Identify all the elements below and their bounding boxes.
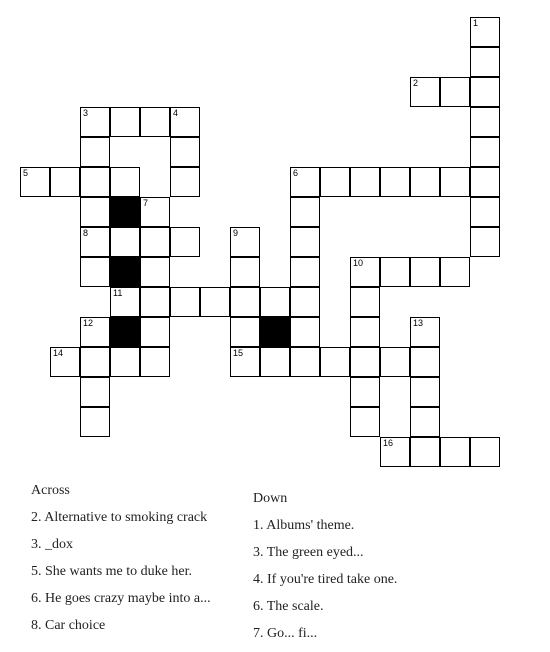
letter-cell[interactable] [350,257,380,287]
clue-number: 4 [173,108,179,118]
clue-number: 9 [233,228,239,238]
across-clues [31,482,211,644]
letter-cell[interactable] [440,437,470,467]
letter-cell[interactable] [80,227,110,257]
letter-cell[interactable] [470,227,500,257]
letter-cell[interactable] [470,167,500,197]
letter-cell[interactable] [140,287,170,317]
letter-cell[interactable] [230,317,260,347]
letter-cell[interactable] [410,77,440,107]
down-clue[interactable]: 7. Go... fi... [253,626,318,641]
clue-number: 14 [53,348,64,358]
letter-cell[interactable] [80,407,110,437]
letter-cell[interactable] [410,377,440,407]
down-heading: Down [253,491,288,506]
letter-cell[interactable] [440,167,470,197]
letter-cell[interactable] [470,107,500,137]
letter-cell[interactable] [110,227,140,257]
letter-cell[interactable] [170,287,200,317]
letter-cell[interactable] [50,167,80,197]
letter-cell[interactable] [80,317,110,347]
letter-cell[interactable] [140,197,170,227]
letter-cell[interactable] [350,407,380,437]
down-clue[interactable]: 4. If you're tired take one. [253,572,398,587]
letter-cell[interactable] [380,167,410,197]
letter-cell[interactable] [290,227,320,257]
down-clue[interactable]: 3. The green eyed... [253,545,364,560]
black-square [110,257,140,287]
down-clues [253,490,397,652]
clue-number: 15 [233,348,244,358]
letter-cell[interactable] [80,107,110,137]
letter-cell[interactable] [140,107,170,137]
letter-cell[interactable] [110,287,140,317]
letter-cell[interactable] [290,317,320,347]
letter-cell[interactable] [440,257,470,287]
clue-number: 10 [353,258,364,268]
black-square [110,317,140,347]
clue-number: 2 [413,78,419,88]
clue-number: 13 [413,318,424,328]
letter-cell[interactable] [80,197,110,227]
clue-number: 7 [143,198,149,208]
letter-cell[interactable] [230,227,260,257]
letter-cell[interactable] [80,377,110,407]
letter-cell[interactable] [260,347,290,377]
letter-cell[interactable] [80,257,110,287]
letter-cell[interactable] [410,437,440,467]
letter-cell[interactable] [140,227,170,257]
across-heading: Across [31,483,70,498]
letter-cell[interactable] [20,167,50,197]
letter-cell[interactable] [470,437,500,467]
letter-cell[interactable] [140,317,170,347]
letter-cell[interactable] [80,347,110,377]
across-clue[interactable]: 5. She wants me to duke her. [31,564,192,579]
letter-cell[interactable] [350,347,380,377]
letter-cell[interactable] [170,107,200,137]
clue-number: 16 [383,438,394,448]
clue-number: 3 [83,108,89,118]
letter-cell[interactable] [320,167,350,197]
letter-cell[interactable] [290,347,320,377]
across-clue[interactable]: 6. He goes crazy maybe into a... [31,591,211,606]
letter-cell[interactable] [470,77,500,107]
letter-cell[interactable] [110,167,140,197]
across-clue[interactable]: 3. _dox [31,537,73,552]
letter-cell[interactable] [110,107,140,137]
letter-cell[interactable] [380,437,410,467]
letter-cell[interactable] [470,137,500,167]
letter-cell[interactable] [470,197,500,227]
letter-cell[interactable] [170,137,200,167]
black-square [260,317,290,347]
letter-cell[interactable] [110,347,140,377]
letter-cell[interactable] [230,347,260,377]
letter-cell[interactable] [350,287,380,317]
letter-cell[interactable] [80,137,110,167]
clue-number: 8 [83,228,89,238]
letter-cell[interactable] [410,347,440,377]
letter-cell[interactable] [80,167,110,197]
letter-cell[interactable] [170,167,200,197]
clue-number: 6 [293,168,299,178]
down-clue[interactable]: 1. Albums' theme. [253,518,355,533]
letter-cell[interactable] [320,347,350,377]
letter-cell[interactable] [230,287,260,317]
letter-cell[interactable] [290,167,320,197]
letter-cell[interactable] [260,287,290,317]
letter-cell[interactable] [410,167,440,197]
letter-cell[interactable] [350,167,380,197]
down-clue[interactable]: 6. The scale. [253,599,324,614]
clue-number: 11 [113,288,123,298]
letter-cell[interactable] [290,287,320,317]
letter-cell[interactable] [410,317,440,347]
black-square [110,197,140,227]
clue-number: 5 [23,168,29,178]
letter-cell[interactable] [410,407,440,437]
letter-cell[interactable] [140,257,170,287]
letter-cell[interactable] [410,257,440,287]
letter-cell[interactable] [290,197,320,227]
letter-cell[interactable] [350,377,380,407]
letter-cell[interactable] [350,317,380,347]
clue-number: 12 [83,318,94,328]
letter-cell[interactable] [50,347,80,377]
clue-number: 1 [473,18,479,28]
letter-cell[interactable] [200,287,230,317]
letter-cell[interactable] [440,77,470,107]
letter-cell[interactable] [290,257,320,287]
letter-cell[interactable] [470,47,500,77]
letter-cell[interactable] [140,347,170,377]
letter-cell[interactable] [470,17,500,47]
letter-cell[interactable] [170,227,200,257]
across-clue[interactable]: 2. Alternative to smoking crack [31,510,208,525]
letter-cell[interactable] [380,257,410,287]
letter-cell[interactable] [380,347,410,377]
across-clue[interactable]: 8. Car choice [31,618,106,633]
letter-cell[interactable] [230,257,260,287]
